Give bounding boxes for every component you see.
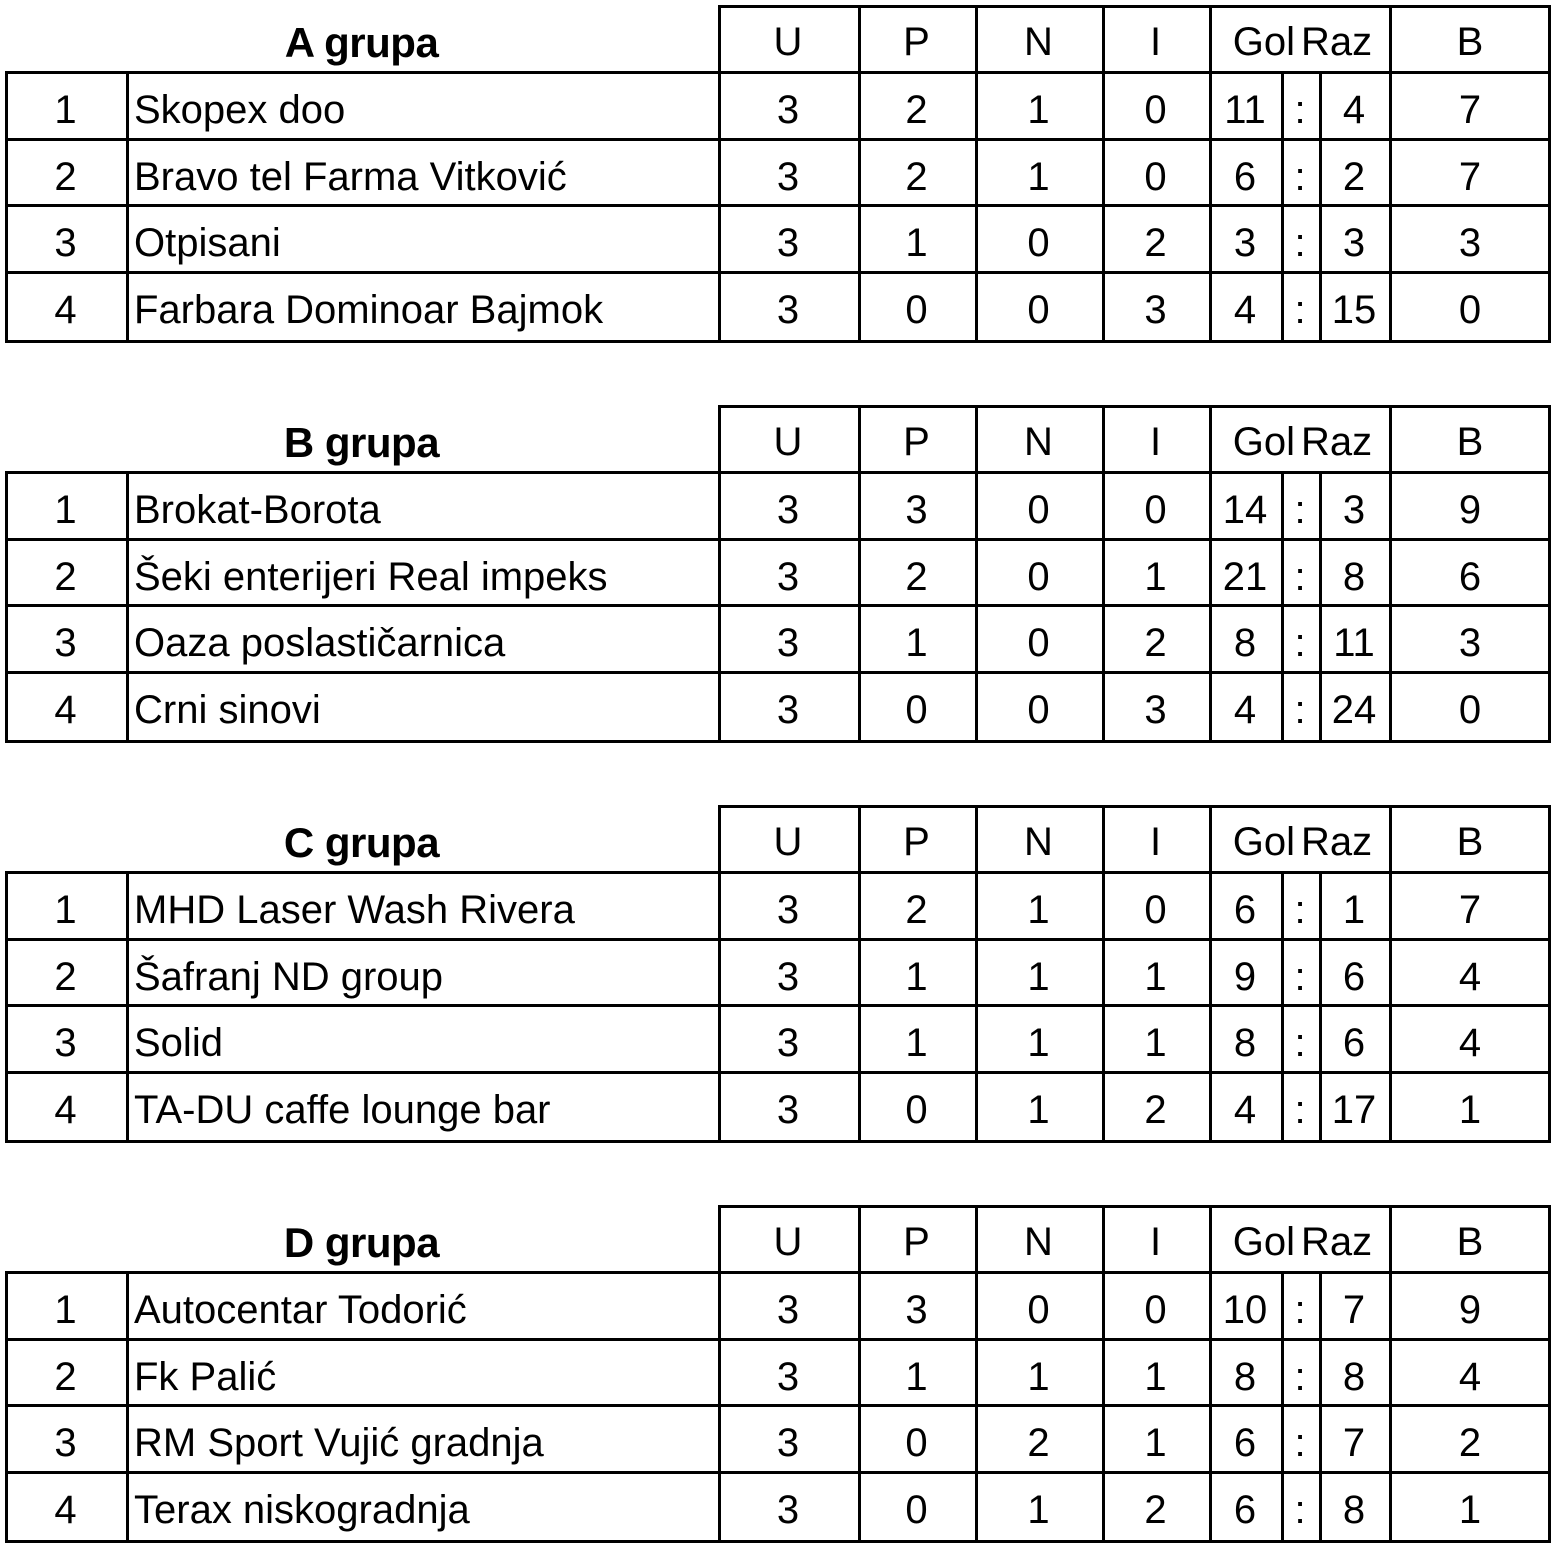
cell-gf: 4 (1233, 1087, 1257, 1132)
header-divider (975, 405, 978, 473)
header-divider (858, 1205, 861, 1273)
cell-sep: : (1294, 1087, 1306, 1132)
team-name: Solid (134, 1021, 223, 1065)
cell-p: 2 (905, 88, 928, 132)
cell-sep: : (1294, 687, 1306, 732)
cell-ga: 17 (1331, 1087, 1377, 1132)
team-name: TA-DU caffe lounge bar (134, 1087, 551, 1132)
cell-i: 2 (1144, 1087, 1167, 1132)
cell-u: 3 (776, 154, 800, 199)
column-header-raz: Raz (1301, 1220, 1373, 1264)
cell-gf: 3 (1233, 221, 1257, 265)
cell-ga: 15 (1331, 287, 1377, 332)
header-divider (1389, 405, 1392, 473)
cell-p: 0 (905, 1087, 928, 1132)
team-name: Otpisani (134, 221, 281, 265)
cell-u: 3 (776, 1288, 800, 1332)
cell-i: 1 (1144, 1021, 1167, 1065)
cell-b: 1 (1458, 1487, 1482, 1532)
header-divider (1209, 1205, 1212, 1273)
cell-p: 0 (905, 1421, 928, 1465)
cell-u: 3 (776, 1421, 800, 1465)
cell-rank: 4 (54, 287, 77, 332)
cell-u: 3 (776, 888, 800, 932)
group-title: D grupa (283, 1219, 440, 1266)
cell-b: 7 (1458, 88, 1482, 132)
header-divider (1209, 805, 1212, 873)
team-name: Šeki enterijeri Real impeks (134, 554, 608, 599)
column-header-i: I (1149, 820, 1162, 864)
cell-gf: 6 (1233, 1421, 1257, 1465)
cell-i: 0 (1144, 888, 1167, 932)
column-header-n: N (1024, 420, 1053, 464)
header-divider (858, 805, 861, 873)
cell-rank: 1 (54, 888, 77, 932)
header-divider (1389, 5, 1392, 73)
column-header-n: N (1024, 1220, 1053, 1264)
cell-sep: : (1294, 621, 1306, 665)
cell-gf: 11 (1224, 88, 1266, 132)
cell-u: 3 (776, 488, 800, 532)
cell-n: 1 (1027, 1487, 1050, 1532)
cell-sep: : (1294, 154, 1306, 199)
header-divider (975, 805, 978, 873)
cell-n: 1 (1027, 1087, 1050, 1132)
cell-gf: 6 (1233, 888, 1257, 932)
cell-i: 0 (1144, 154, 1167, 199)
cell-rank: 3 (54, 1021, 77, 1065)
column-header-gol: Gol (1232, 20, 1295, 64)
team-name: Terax niskogradnja (134, 1487, 470, 1532)
column-header-b: B (1456, 820, 1484, 864)
column-header-gol: Gol (1232, 420, 1295, 464)
cell-n: 1 (1027, 1354, 1050, 1399)
group-table (5, 1205, 1551, 1543)
cell-i: 2 (1144, 221, 1167, 265)
cell-p: 2 (905, 154, 928, 199)
column-header-n: N (1024, 20, 1053, 64)
cell-p: 0 (905, 287, 928, 332)
header-divider (1102, 1205, 1105, 1273)
cell-gf: 4 (1233, 687, 1257, 732)
cell-p: 1 (905, 954, 928, 999)
cell-i: 1 (1144, 1421, 1167, 1465)
cell-b: 9 (1458, 488, 1482, 532)
cell-rank: 1 (54, 1288, 77, 1332)
cell-b: 6 (1458, 554, 1482, 599)
group-title: B grupa (283, 419, 440, 466)
cell-n: 1 (1027, 1021, 1050, 1065)
cell-rank: 2 (54, 954, 77, 999)
column-header-p: P (903, 20, 930, 64)
column-header-p: P (903, 1220, 930, 1264)
cell-b: 0 (1458, 287, 1482, 332)
cell-u: 3 (776, 1354, 800, 1399)
header-divider (858, 5, 861, 73)
cell-p: 1 (905, 621, 928, 665)
cell-b: 3 (1458, 221, 1482, 265)
team-name: Brokat-Borota (134, 488, 381, 532)
group-table (5, 5, 1551, 343)
cell-p: 1 (905, 1354, 928, 1399)
cell-gf: 6 (1233, 1487, 1257, 1532)
cell-ga: 2 (1342, 154, 1366, 199)
cell-ga: 6 (1342, 1021, 1366, 1065)
column-header-raz: Raz (1301, 420, 1373, 464)
cell-rank: 4 (54, 1087, 77, 1132)
cell-i: 1 (1144, 554, 1167, 599)
cell-ga: 1 (1342, 888, 1366, 932)
header-divider (975, 1205, 978, 1273)
header-divider (1209, 5, 1212, 73)
column-header-b: B (1456, 1220, 1484, 1264)
cell-n: 0 (1027, 488, 1050, 532)
cell-rank: 2 (54, 554, 77, 599)
cell-u: 3 (776, 621, 800, 665)
cell-b: 0 (1458, 687, 1482, 732)
cell-b: 7 (1458, 888, 1482, 932)
cell-gf: 6 (1233, 154, 1257, 199)
cell-i: 2 (1144, 621, 1167, 665)
cell-i: 0 (1144, 88, 1167, 132)
cell-i: 3 (1144, 287, 1167, 332)
team-name: Autocentar Todorić (134, 1288, 467, 1332)
cell-n: 0 (1027, 1288, 1050, 1332)
cell-gf: 9 (1233, 954, 1257, 999)
cell-u: 3 (776, 954, 800, 999)
column-header-i: I (1149, 20, 1162, 64)
cell-sep: : (1294, 1354, 1306, 1399)
cell-sep: : (1294, 488, 1306, 532)
cell-n: 1 (1027, 88, 1050, 132)
cell-u: 3 (776, 1021, 800, 1065)
team-name: RM Sport Vujić gradnja (134, 1421, 544, 1465)
cell-sep: : (1294, 88, 1306, 132)
cell-b: 3 (1458, 621, 1482, 665)
cell-p: 1 (905, 1021, 928, 1065)
team-name: Bravo tel Farma Vitković (134, 154, 567, 199)
cell-sep: : (1294, 954, 1306, 999)
cell-n: 1 (1027, 888, 1050, 932)
cell-rank: 4 (54, 687, 77, 732)
column-header-u: U (773, 1220, 803, 1264)
column-header-b: B (1456, 420, 1484, 464)
cell-p: 2 (905, 554, 928, 599)
team-name: Crni sinovi (134, 687, 321, 732)
cell-p: 3 (905, 488, 928, 532)
cell-sep: : (1294, 554, 1306, 599)
cell-u: 3 (776, 287, 800, 332)
cell-ga: 8 (1342, 1354, 1366, 1399)
team-name: Fk Palić (134, 1354, 277, 1399)
cell-i: 2 (1144, 1487, 1167, 1532)
cell-n: 1 (1027, 154, 1050, 199)
group-table (5, 805, 1551, 1143)
cell-n: 0 (1027, 221, 1050, 265)
cell-i: 1 (1144, 954, 1167, 999)
cell-gf: 14 (1222, 488, 1268, 532)
cell-gf: 8 (1233, 1354, 1257, 1399)
cell-rank: 3 (54, 621, 77, 665)
header-divider (1102, 805, 1105, 873)
column-header-b: B (1456, 20, 1484, 64)
column-header-p: P (903, 820, 930, 864)
cell-ga: 3 (1342, 488, 1366, 532)
cell-b: 4 (1458, 1354, 1482, 1399)
header-divider (975, 5, 978, 73)
column-header-raz: Raz (1301, 820, 1373, 864)
cell-b: 7 (1458, 154, 1482, 199)
cell-u: 3 (776, 687, 800, 732)
cell-p: 0 (905, 1487, 928, 1532)
cell-u: 3 (776, 1087, 800, 1132)
cell-i: 1 (1144, 1354, 1167, 1399)
column-header-u: U (773, 420, 803, 464)
cell-gf: 8 (1233, 621, 1257, 665)
cell-ga: 11 (1333, 621, 1375, 665)
cell-u: 3 (776, 1487, 800, 1532)
group-title: C grupa (283, 819, 440, 866)
column-header-p: P (903, 420, 930, 464)
cell-i: 0 (1144, 1288, 1167, 1332)
cell-u: 3 (776, 554, 800, 599)
cell-rank: 1 (54, 88, 77, 132)
cell-sep: : (1294, 1288, 1306, 1332)
cell-b: 4 (1458, 954, 1482, 999)
cell-u: 3 (776, 88, 800, 132)
cell-b: 1 (1458, 1087, 1482, 1132)
cell-rank: 3 (54, 221, 77, 265)
cell-b: 2 (1458, 1421, 1482, 1465)
cell-sep: : (1294, 1021, 1306, 1065)
header-divider (1209, 405, 1212, 473)
cell-n: 0 (1027, 687, 1050, 732)
cell-rank: 4 (54, 1487, 77, 1532)
cell-gf: 10 (1222, 1288, 1268, 1332)
cell-sep: : (1294, 221, 1306, 265)
cell-sep: : (1294, 1487, 1306, 1532)
cell-gf: 4 (1233, 287, 1257, 332)
cell-b: 4 (1458, 1021, 1482, 1065)
team-name: Skopex doo (134, 88, 346, 132)
cell-gf: 8 (1233, 1021, 1257, 1065)
cell-ga: 8 (1342, 1487, 1366, 1532)
cell-ga: 4 (1342, 88, 1366, 132)
team-name: Šafranj ND group (134, 954, 444, 999)
cell-n: 1 (1027, 954, 1050, 999)
cell-b: 9 (1458, 1288, 1482, 1332)
cell-gf: 21 (1222, 554, 1268, 599)
cell-rank: 3 (54, 1421, 77, 1465)
cell-i: 0 (1144, 488, 1167, 532)
team-name: MHD Laser Wash Rivera (134, 888, 575, 932)
cell-rank: 1 (54, 488, 77, 532)
column-header-i: I (1149, 1220, 1162, 1264)
cell-p: 2 (905, 888, 928, 932)
header-divider (1102, 405, 1105, 473)
cell-ga: 8 (1342, 554, 1366, 599)
column-header-u: U (773, 820, 803, 864)
team-name: Farbara Dominoar Bajmok (134, 287, 604, 332)
cell-p: 3 (905, 1288, 928, 1332)
cell-n: 0 (1027, 621, 1050, 665)
cell-p: 0 (905, 687, 928, 732)
header-divider (1389, 1205, 1392, 1273)
cell-ga: 6 (1342, 954, 1366, 999)
column-header-i: I (1149, 420, 1162, 464)
cell-sep: : (1294, 1421, 1306, 1465)
column-header-gol: Gol (1232, 820, 1295, 864)
column-header-u: U (773, 20, 803, 64)
team-name: Oaza poslastičarnica (134, 621, 506, 665)
header-divider (858, 405, 861, 473)
cell-ga: 7 (1342, 1288, 1366, 1332)
cell-ga: 3 (1342, 221, 1366, 265)
cell-rank: 2 (54, 154, 77, 199)
column-header-gol: Gol (1232, 1220, 1295, 1264)
cell-n: 0 (1027, 287, 1050, 332)
cell-p: 1 (905, 221, 928, 265)
cell-sep: : (1294, 888, 1306, 932)
cell-n: 0 (1027, 554, 1050, 599)
column-header-raz: Raz (1301, 20, 1373, 64)
cell-ga: 7 (1342, 1421, 1366, 1465)
cell-sep: : (1294, 287, 1306, 332)
group-title: A grupa (284, 19, 439, 66)
cell-n: 2 (1027, 1421, 1050, 1465)
header-divider (1389, 805, 1392, 873)
header-divider (1102, 5, 1105, 73)
column-header-n: N (1024, 820, 1053, 864)
cell-u: 3 (776, 221, 800, 265)
cell-rank: 2 (54, 1354, 77, 1399)
cell-i: 3 (1144, 687, 1167, 732)
cell-ga: 24 (1331, 687, 1377, 732)
group-table (5, 405, 1551, 743)
